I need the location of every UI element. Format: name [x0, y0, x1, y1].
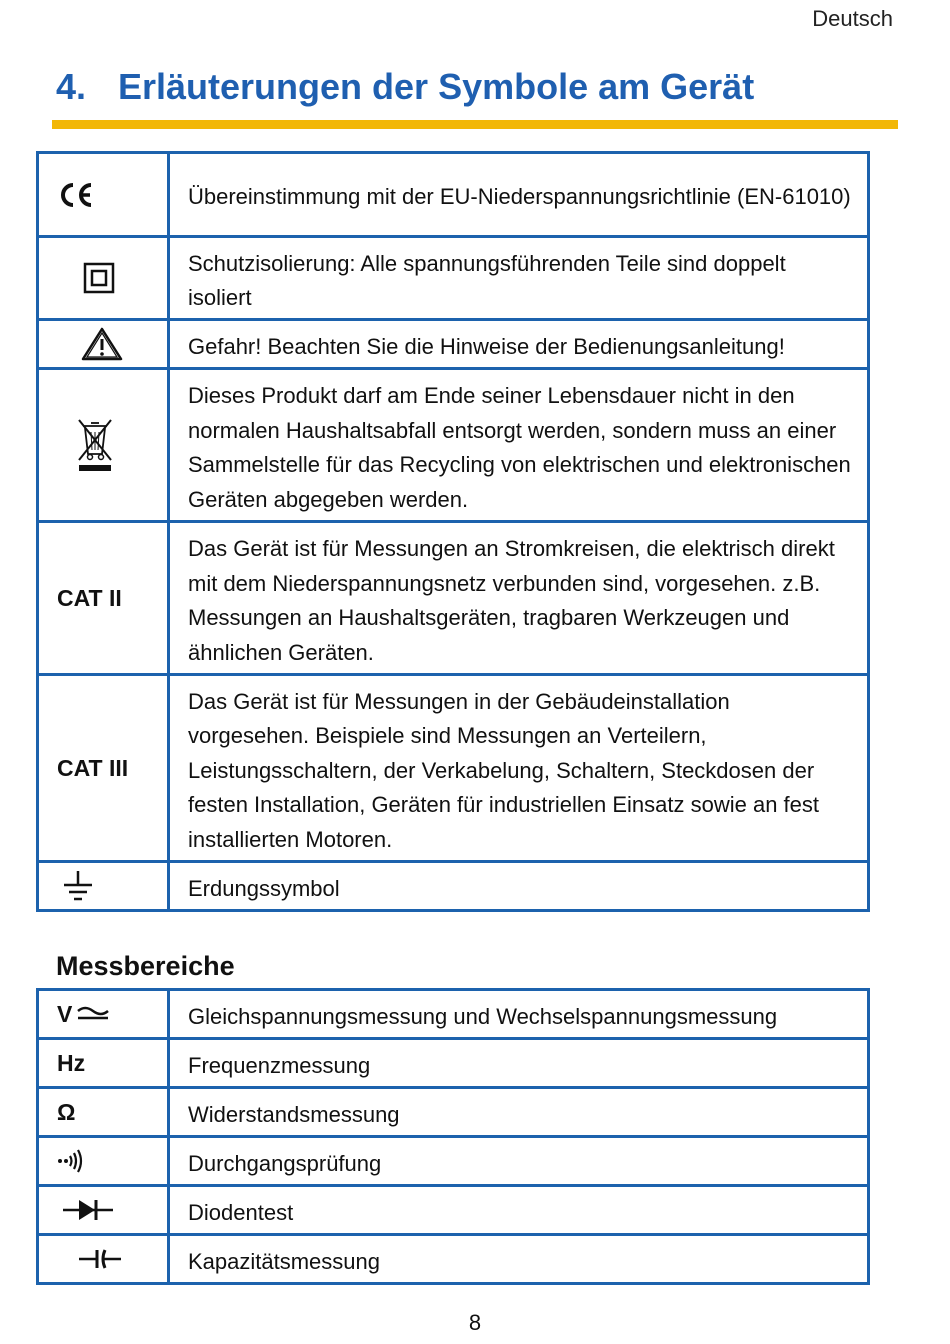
table-row [38, 1039, 869, 1088]
table-row [38, 237, 869, 320]
page-number: 8 [468, 1310, 482, 1335]
symbol-cell [38, 862, 169, 911]
table-row [38, 522, 869, 675]
ranges-table [36, 988, 870, 1285]
symbol-cell [38, 1137, 169, 1186]
weee-crossed-bin-icon [75, 418, 115, 472]
ce-mark-icon [57, 181, 97, 209]
table-row [38, 153, 869, 237]
description-cell: Schutzisolierung: Alle spannungsführenden Teile sind doppelt isoliert [169, 237, 869, 320]
double-insulation-icon [83, 262, 115, 294]
cat-ii-label: CAT II [38, 522, 169, 675]
language-label: Deutsch [812, 6, 893, 31]
description-cell: Frequenzmessung [169, 1039, 869, 1088]
symbol-cell [38, 1186, 169, 1235]
description-cell: Erdungssymbol [169, 862, 869, 911]
symbol-cell [38, 369, 169, 522]
symbol-cell [38, 1235, 169, 1284]
table-row [38, 862, 869, 911]
capacitor-icon [77, 1248, 123, 1270]
description-cell: Durchgangsprüfung [169, 1137, 869, 1186]
symbols-table [36, 151, 870, 912]
warning-triangle-icon [81, 327, 123, 361]
section-number: 4. [56, 66, 87, 107]
ground-icon [61, 869, 95, 903]
description-cell: Das Gerät ist für Messungen in der Gebäudeinstallation vorgesehen. Beispiele sind Messungen an Verteilern, Leistungsschaltern, der Verkabelung, Schaltern, Steckdosen der festen Installation, Geräten für industriellen Einsatz sowie an fest installierten Motoren. [169, 675, 869, 862]
symbol-cell [38, 153, 169, 237]
symbol-cell [38, 320, 169, 369]
section-title: Erläuterungen der Symbole am Gerät [118, 66, 755, 107]
description-cell: Widerstandsmessung [169, 1088, 869, 1137]
description-cell: Dieses Produkt darf am Ende seiner Lebensdauer nicht in den normalen Haushaltsabfall entsorgt werden, sondern muss an einer Sammelstelle für das Recycling von elektrischen und elektronischen Geräten abgegeben werden. [169, 369, 869, 522]
description-cell: Gleichspannungsmessung und Wechselspannungsmessung [169, 990, 869, 1039]
description-cell: Gefahr! Beachten Sie die Hinweise der Bedienungsanleitung! [169, 320, 869, 369]
table-row [38, 1088, 869, 1137]
table-row [38, 320, 869, 369]
ohm-label: Ω [38, 1088, 169, 1137]
symbol-cell [38, 990, 169, 1039]
volt-label: V [57, 1000, 73, 1027]
table-row [38, 1186, 869, 1235]
symbol-cell [38, 237, 169, 320]
ac-dc-icon [76, 1005, 110, 1023]
cat-iii-label: CAT III [38, 675, 169, 862]
heading-underline [52, 120, 898, 129]
diode-icon [61, 1197, 115, 1223]
table-row [38, 1235, 869, 1284]
description-cell: Übereinstimmung mit der EU-Niederspannungsrichtlinie (EN-61010) [169, 153, 869, 237]
table-row [38, 675, 869, 862]
table-row [38, 990, 869, 1039]
description-cell: Diodentest [169, 1186, 869, 1235]
section-heading [56, 66, 754, 108]
hz-label: Hz [38, 1039, 169, 1088]
description-cell: Das Gerät ist für Messungen an Stromkreisen, die elektrisch direkt mit dem Niederspannungsnetz verbunden sind, vorgesehen. z.B. Messungen an Haushaltsgeräten, tragbaren Werkzeugen und ähnlichen Geräten. [169, 522, 869, 675]
table-row [38, 369, 869, 522]
continuity-beeper-icon [57, 1149, 87, 1173]
description-cell: Kapazitätsmessung [169, 1235, 869, 1284]
table-row [38, 1137, 869, 1186]
ranges-title: Messbereiche [56, 951, 235, 981]
